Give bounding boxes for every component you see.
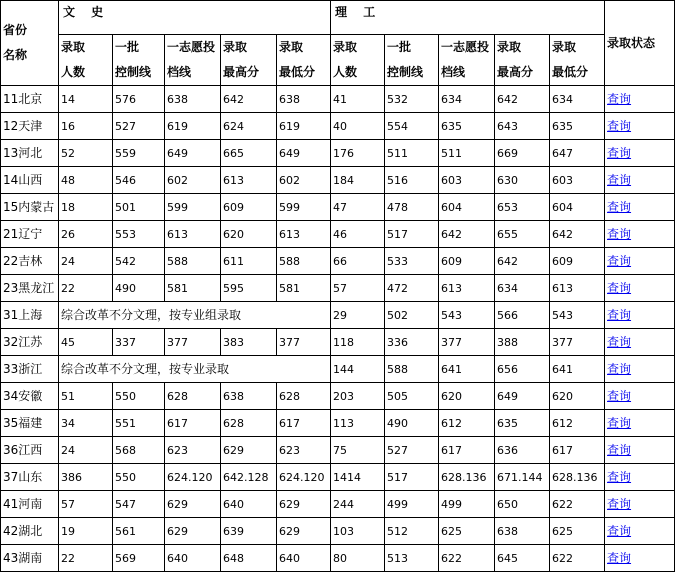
status-cell	[605, 383, 675, 410]
science-value-cell: 472	[385, 275, 439, 302]
science-value-cell: 641	[439, 356, 495, 383]
science-value-cell: 603	[439, 167, 495, 194]
arts-value-cell: 649	[165, 140, 221, 167]
table-row	[1, 464, 675, 491]
science-value-cell: 650	[495, 491, 550, 518]
science-value-cell: 669	[495, 140, 550, 167]
arts-value-cell: 628	[277, 383, 331, 410]
table-row	[1, 356, 675, 383]
query-link[interactable]: 查询	[607, 253, 632, 268]
province-cell: 37山东	[1, 464, 59, 491]
science-value-cell: 502	[385, 302, 439, 329]
status-cell	[605, 221, 675, 248]
arts-column-header	[59, 35, 113, 86]
science-value-cell: 499	[385, 491, 439, 518]
science-value-cell: 527	[385, 437, 439, 464]
arts-value-cell: 569	[113, 545, 165, 572]
science-value-cell: 184	[331, 167, 385, 194]
science-value-cell: 638	[495, 518, 550, 545]
query-link[interactable]: 查询	[607, 442, 632, 457]
arts-value-cell: 377	[165, 329, 221, 356]
table-row	[1, 437, 675, 464]
arts-column-header	[113, 35, 165, 86]
science-value-cell: 653	[495, 194, 550, 221]
science-value-cell: 620	[550, 383, 605, 410]
science-value-cell: 40	[331, 113, 385, 140]
science-value-cell: 113	[331, 410, 385, 437]
science-value-cell: 622	[439, 545, 495, 572]
science-value-cell: 642	[495, 248, 550, 275]
table-row	[1, 221, 675, 248]
arts-value-cell: 629	[165, 491, 221, 518]
arts-group-header: 文 史	[59, 1, 331, 35]
science-value-cell: 635	[550, 113, 605, 140]
province-cell: 23黑龙江	[1, 275, 59, 302]
column-header-line2: 最高分	[223, 65, 260, 79]
science-value-cell: 625	[550, 518, 605, 545]
science-value-cell: 634	[495, 275, 550, 302]
arts-value-cell: 18	[59, 194, 113, 221]
arts-value-cell: 26	[59, 221, 113, 248]
science-column-header	[439, 35, 495, 86]
column-header-line2: 档线	[167, 65, 192, 79]
science-value-cell: 511	[385, 140, 439, 167]
arts-value-cell: 649	[277, 140, 331, 167]
science-value-cell: 388	[495, 329, 550, 356]
arts-value-cell: 386	[59, 464, 113, 491]
arts-value-cell: 628	[221, 410, 277, 437]
province-cell: 14山西	[1, 167, 59, 194]
science-value-cell: 478	[385, 194, 439, 221]
arts-value-cell: 624.120	[277, 464, 331, 491]
science-value-cell: 29	[331, 302, 385, 329]
query-link[interactable]: 查询	[607, 145, 632, 160]
column-header-line2: 控制线	[115, 65, 152, 79]
arts-value-cell: 599	[277, 194, 331, 221]
arts-value-cell: 14	[59, 86, 113, 113]
science-value-cell: 377	[439, 329, 495, 356]
science-value-cell: 516	[385, 167, 439, 194]
province-cell: 15内蒙古	[1, 194, 59, 221]
arts-column-header	[277, 35, 331, 86]
table-row	[1, 329, 675, 356]
arts-value-cell: 383	[221, 329, 277, 356]
science-value-cell: 622	[550, 491, 605, 518]
column-header-line2: 档线	[441, 65, 466, 79]
arts-value-cell: 642	[221, 86, 277, 113]
arts-value-cell: 623	[165, 437, 221, 464]
column-header-line2: 人数	[61, 65, 86, 79]
arts-value-cell: 642.128	[221, 464, 277, 491]
science-value-cell: 588	[385, 356, 439, 383]
science-value-cell: 490	[385, 410, 439, 437]
science-value-cell: 80	[331, 545, 385, 572]
science-value-cell: 647	[550, 140, 605, 167]
science-value-cell: 634	[439, 86, 495, 113]
arts-value-cell: 628	[165, 383, 221, 410]
table-row	[1, 167, 675, 194]
science-value-cell: 620	[439, 383, 495, 410]
science-value-cell: 628.136	[550, 464, 605, 491]
province-cell: 11北京	[1, 86, 59, 113]
science-value-cell: 517	[385, 464, 439, 491]
science-value-cell: 609	[550, 248, 605, 275]
arts-value-cell: 638	[221, 383, 277, 410]
query-link[interactable]: 查询	[607, 307, 632, 322]
arts-value-cell: 640	[277, 545, 331, 572]
status-cell	[605, 356, 675, 383]
science-value-cell: 617	[439, 437, 495, 464]
science-value-cell: 641	[550, 356, 605, 383]
science-value-cell: 41	[331, 86, 385, 113]
arts-value-cell: 34	[59, 410, 113, 437]
science-value-cell: 517	[385, 221, 439, 248]
province-cell: 32江苏	[1, 329, 59, 356]
arts-value-cell: 553	[113, 221, 165, 248]
science-column-header	[385, 35, 439, 86]
province-cell: 43湖南	[1, 545, 59, 572]
province-cell: 34安徽	[1, 383, 59, 410]
column-header-line1: 一志愿投	[441, 40, 490, 54]
science-value-cell: 66	[331, 248, 385, 275]
column-header-line1: 一批	[387, 40, 412, 54]
arts-value-cell: 581	[277, 275, 331, 302]
arts-value-cell: 613	[165, 221, 221, 248]
arts-value-cell: 624.120	[165, 464, 221, 491]
science-value-cell: 513	[385, 545, 439, 572]
column-header-line2: 最低分	[552, 65, 589, 79]
arts-value-cell: 665	[221, 140, 277, 167]
query-link[interactable]: 查询	[607, 91, 632, 106]
arts-value-cell: 22	[59, 545, 113, 572]
arts-value-cell: 490	[113, 275, 165, 302]
query-link[interactable]: 查询	[607, 523, 632, 538]
arts-value-cell: 629	[277, 518, 331, 545]
status-cell	[605, 194, 675, 221]
science-value-cell: 532	[385, 86, 439, 113]
province-cell: 36江西	[1, 437, 59, 464]
arts-value-cell: 629	[277, 491, 331, 518]
arts-value-cell: 45	[59, 329, 113, 356]
science-value-cell: 622	[550, 545, 605, 572]
column-header-line1: 录取	[333, 40, 358, 54]
science-value-cell: 604	[550, 194, 605, 221]
status-cell	[605, 167, 675, 194]
science-value-cell: 176	[331, 140, 385, 167]
arts-value-cell: 24	[59, 437, 113, 464]
status-cell	[605, 113, 675, 140]
science-value-cell: 625	[439, 518, 495, 545]
science-value-cell: 643	[495, 113, 550, 140]
table-row	[1, 302, 675, 329]
table-row	[1, 194, 675, 221]
science-value-cell: 609	[439, 248, 495, 275]
arts-value-cell: 16	[59, 113, 113, 140]
query-link[interactable]: 查询	[607, 199, 632, 214]
arts-value-cell: 619	[277, 113, 331, 140]
science-value-cell: 244	[331, 491, 385, 518]
science-value-cell: 635	[439, 113, 495, 140]
science-value-cell: 630	[495, 167, 550, 194]
query-link[interactable]: 查询	[607, 361, 632, 376]
arts-merged-note: 综合改革不分文理，按专业录取	[59, 356, 331, 383]
science-value-cell: 533	[385, 248, 439, 275]
arts-value-cell: 547	[113, 491, 165, 518]
status-cell	[605, 410, 675, 437]
science-value-cell: 543	[550, 302, 605, 329]
science-value-cell: 612	[439, 410, 495, 437]
arts-value-cell: 620	[221, 221, 277, 248]
arts-value-cell: 561	[113, 518, 165, 545]
arts-value-cell: 638	[277, 86, 331, 113]
status-cell	[605, 302, 675, 329]
query-link[interactable]: 查询	[607, 334, 632, 349]
arts-value-cell: 24	[59, 248, 113, 275]
arts-value-cell: 595	[221, 275, 277, 302]
status-cell	[605, 140, 675, 167]
science-value-cell: 554	[385, 113, 439, 140]
arts-value-cell: 551	[113, 410, 165, 437]
column-header-line1: 录取	[497, 40, 522, 54]
table-row	[1, 383, 675, 410]
science-value-cell: 642	[439, 221, 495, 248]
arts-value-cell: 550	[113, 383, 165, 410]
science-value-cell: 671.144	[495, 464, 550, 491]
column-header-line2: 最低分	[279, 65, 316, 79]
arts-value-cell: 599	[165, 194, 221, 221]
arts-value-cell: 576	[113, 86, 165, 113]
science-value-cell: 512	[385, 518, 439, 545]
status-cell	[605, 329, 675, 356]
column-header-line1: 录取	[223, 40, 248, 54]
science-value-cell: 511	[439, 140, 495, 167]
table-row	[1, 545, 675, 572]
arts-value-cell: 638	[165, 86, 221, 113]
arts-value-cell: 613	[277, 221, 331, 248]
arts-value-cell: 337	[113, 329, 165, 356]
status-cell	[605, 518, 675, 545]
query-link[interactable]: 查询	[607, 172, 632, 187]
column-header-line1: 一批	[115, 40, 140, 54]
column-header-row	[1, 35, 675, 86]
arts-value-cell: 624	[221, 113, 277, 140]
province-cell: 31上海	[1, 302, 59, 329]
arts-value-cell: 527	[113, 113, 165, 140]
arts-value-cell: 629	[221, 437, 277, 464]
table-row	[1, 410, 675, 437]
science-value-cell: 634	[550, 86, 605, 113]
query-link[interactable]: 查询	[607, 550, 632, 565]
science-value-cell: 603	[550, 167, 605, 194]
science-value-cell: 543	[439, 302, 495, 329]
query-link[interactable]: 查询	[607, 469, 632, 484]
province-header-line2: 名称	[3, 48, 28, 62]
science-value-cell: 655	[495, 221, 550, 248]
science-value-cell: 566	[495, 302, 550, 329]
table-row	[1, 248, 675, 275]
column-header-line1: 一志愿投	[167, 40, 216, 54]
science-value-cell: 635	[495, 410, 550, 437]
science-value-cell: 103	[331, 518, 385, 545]
science-column-header	[495, 35, 550, 86]
arts-value-cell: 377	[277, 329, 331, 356]
arts-value-cell: 619	[165, 113, 221, 140]
science-value-cell: 656	[495, 356, 550, 383]
science-value-cell: 499	[439, 491, 495, 518]
province-cell: 42湖北	[1, 518, 59, 545]
science-value-cell: 613	[439, 275, 495, 302]
science-value-cell: 1414	[331, 464, 385, 491]
arts-value-cell: 602	[165, 167, 221, 194]
province-cell: 12天津	[1, 113, 59, 140]
province-cell: 35福建	[1, 410, 59, 437]
science-value-cell: 47	[331, 194, 385, 221]
column-header-line1: 录取	[279, 40, 304, 54]
status-cell	[605, 248, 675, 275]
query-link[interactable]: 查询	[607, 280, 632, 295]
arts-value-cell: 51	[59, 383, 113, 410]
science-value-cell: 649	[495, 383, 550, 410]
status-cell	[605, 491, 675, 518]
arts-merged-note: 综合改革不分文理，按专业组录取	[59, 302, 331, 329]
arts-value-cell: 568	[113, 437, 165, 464]
table-row	[1, 113, 675, 140]
column-header-line2: 人数	[333, 65, 358, 79]
arts-value-cell: 617	[165, 410, 221, 437]
status-cell	[605, 275, 675, 302]
province-cell: 21辽宁	[1, 221, 59, 248]
arts-value-cell: 546	[113, 167, 165, 194]
arts-value-cell: 22	[59, 275, 113, 302]
province-header	[1, 1, 59, 86]
science-value-cell: 144	[331, 356, 385, 383]
status-cell	[605, 86, 675, 113]
arts-value-cell: 559	[113, 140, 165, 167]
science-value-cell: 642	[495, 86, 550, 113]
science-column-header	[331, 35, 385, 86]
column-header-line1: 录取	[61, 40, 86, 54]
science-value-cell: 75	[331, 437, 385, 464]
science-value-cell: 604	[439, 194, 495, 221]
arts-value-cell: 57	[59, 491, 113, 518]
table-row	[1, 275, 675, 302]
science-value-cell: 636	[495, 437, 550, 464]
status-cell	[605, 437, 675, 464]
province-cell: 13河北	[1, 140, 59, 167]
table-row	[1, 518, 675, 545]
science-value-cell: 645	[495, 545, 550, 572]
arts-value-cell: 542	[113, 248, 165, 275]
column-header-line1: 录取	[552, 40, 577, 54]
science-value-cell: 46	[331, 221, 385, 248]
arts-value-cell: 602	[277, 167, 331, 194]
arts-value-cell: 613	[221, 167, 277, 194]
arts-value-cell: 640	[221, 491, 277, 518]
status-header: 录取状态	[605, 1, 675, 86]
query-link[interactable]: 查询	[607, 415, 632, 430]
arts-value-cell: 19	[59, 518, 113, 545]
science-value-cell: 118	[331, 329, 385, 356]
science-value-cell: 336	[385, 329, 439, 356]
science-value-cell: 613	[550, 275, 605, 302]
arts-value-cell: 617	[277, 410, 331, 437]
province-cell: 41河南	[1, 491, 59, 518]
science-group-header: 理 工	[331, 1, 605, 35]
arts-value-cell: 501	[113, 194, 165, 221]
science-value-cell: 617	[550, 437, 605, 464]
arts-value-cell: 629	[165, 518, 221, 545]
table-row	[1, 491, 675, 518]
science-value-cell: 203	[331, 383, 385, 410]
status-cell	[605, 464, 675, 491]
column-header-line2: 控制线	[387, 65, 424, 79]
query-link[interactable]: 查询	[607, 388, 632, 403]
science-value-cell: 57	[331, 275, 385, 302]
science-value-cell: 612	[550, 410, 605, 437]
arts-value-cell: 639	[221, 518, 277, 545]
science-value-cell: 642	[550, 221, 605, 248]
arts-value-cell: 581	[165, 275, 221, 302]
arts-value-cell: 611	[221, 248, 277, 275]
column-header-line2: 最高分	[497, 65, 534, 79]
science-value-cell: 377	[550, 329, 605, 356]
query-link[interactable]: 查询	[607, 496, 632, 511]
table-row	[1, 86, 675, 113]
arts-value-cell: 588	[277, 248, 331, 275]
arts-column-header	[221, 35, 277, 86]
arts-value-cell: 640	[165, 545, 221, 572]
arts-value-cell: 623	[277, 437, 331, 464]
arts-value-cell: 648	[221, 545, 277, 572]
arts-value-cell: 550	[113, 464, 165, 491]
arts-value-cell: 52	[59, 140, 113, 167]
status-cell	[605, 545, 675, 572]
province-cell: 22吉林	[1, 248, 59, 275]
science-value-cell: 505	[385, 383, 439, 410]
province-header-line1: 省份	[3, 23, 28, 37]
science-value-cell: 628.136	[439, 464, 495, 491]
arts-column-header	[165, 35, 221, 86]
arts-value-cell: 48	[59, 167, 113, 194]
science-column-header	[550, 35, 605, 86]
query-link[interactable]: 查询	[607, 226, 632, 241]
province-cell: 33浙江	[1, 356, 59, 383]
query-link[interactable]: 查询	[607, 118, 632, 133]
arts-value-cell: 609	[221, 194, 277, 221]
table-row	[1, 140, 675, 167]
arts-value-cell: 588	[165, 248, 221, 275]
